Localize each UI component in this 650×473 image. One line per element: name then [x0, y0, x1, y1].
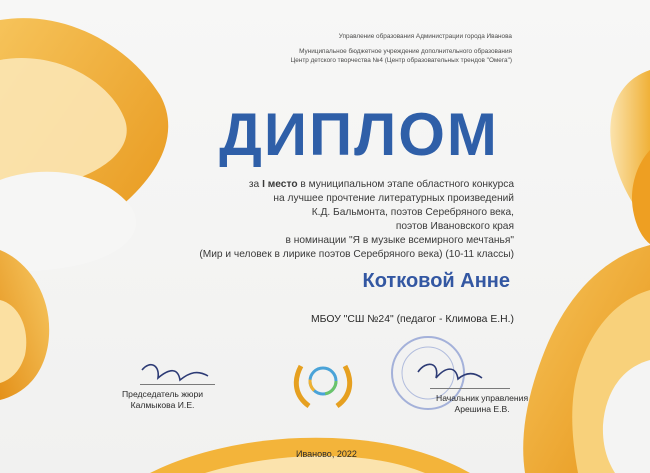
award-line-6: (Мир и человек в лирике поэтов Серебряного века) (10-11 классы) — [199, 249, 514, 260]
jury-chair-title: Председатель жюри — [122, 389, 204, 399]
award-prefix: за — [248, 179, 260, 190]
diploma-title: ДИПЛОМ — [219, 101, 499, 168]
right-signature-block — [436, 393, 528, 415]
jury-chair-name: Калмыкова И.Е. — [130, 400, 195, 410]
right-signature — [418, 364, 482, 379]
award-line-1-rest: в муниципальном этапе областного конкурса — [300, 179, 514, 190]
header-line-2: Муниципальное бюджетное учреждение дополнительного образования — [299, 48, 512, 55]
award-line-3: К.Д. Бальмонта, поэтов Серебряного века, — [311, 207, 514, 218]
emblem-laurel — [296, 366, 349, 406]
right-signature-line — [430, 388, 510, 389]
award-place: I место — [262, 179, 298, 190]
head-of-department-name: Арешина Е.В. — [454, 404, 510, 414]
award-line-5: в номинации "Я в музыке всемирного мечтанья" — [285, 235, 514, 246]
header-line-3: Центр детского творчества №4 (Центр образовательных трендов "Омега") — [290, 57, 512, 64]
header-line-1: Управление образования Администрации города Иванова — [338, 33, 512, 40]
left-signature-line — [140, 384, 215, 385]
left-signature-block — [122, 389, 203, 411]
school-line: МБОУ "СШ №24" (педагог - Климова Е.Н.) — [310, 314, 514, 325]
head-of-department-title: Начальник управления — [436, 393, 529, 403]
award-line-4: поэтов Ивановского края — [395, 221, 514, 232]
place-and-year: Иваново, 2022 — [296, 449, 357, 459]
award-line-2: на лучшее прочтение литературных произведений — [273, 193, 514, 204]
left-signature — [142, 365, 208, 380]
award-line-1 — [249, 178, 514, 192]
recipient-name: Котковой Анне — [362, 270, 510, 292]
